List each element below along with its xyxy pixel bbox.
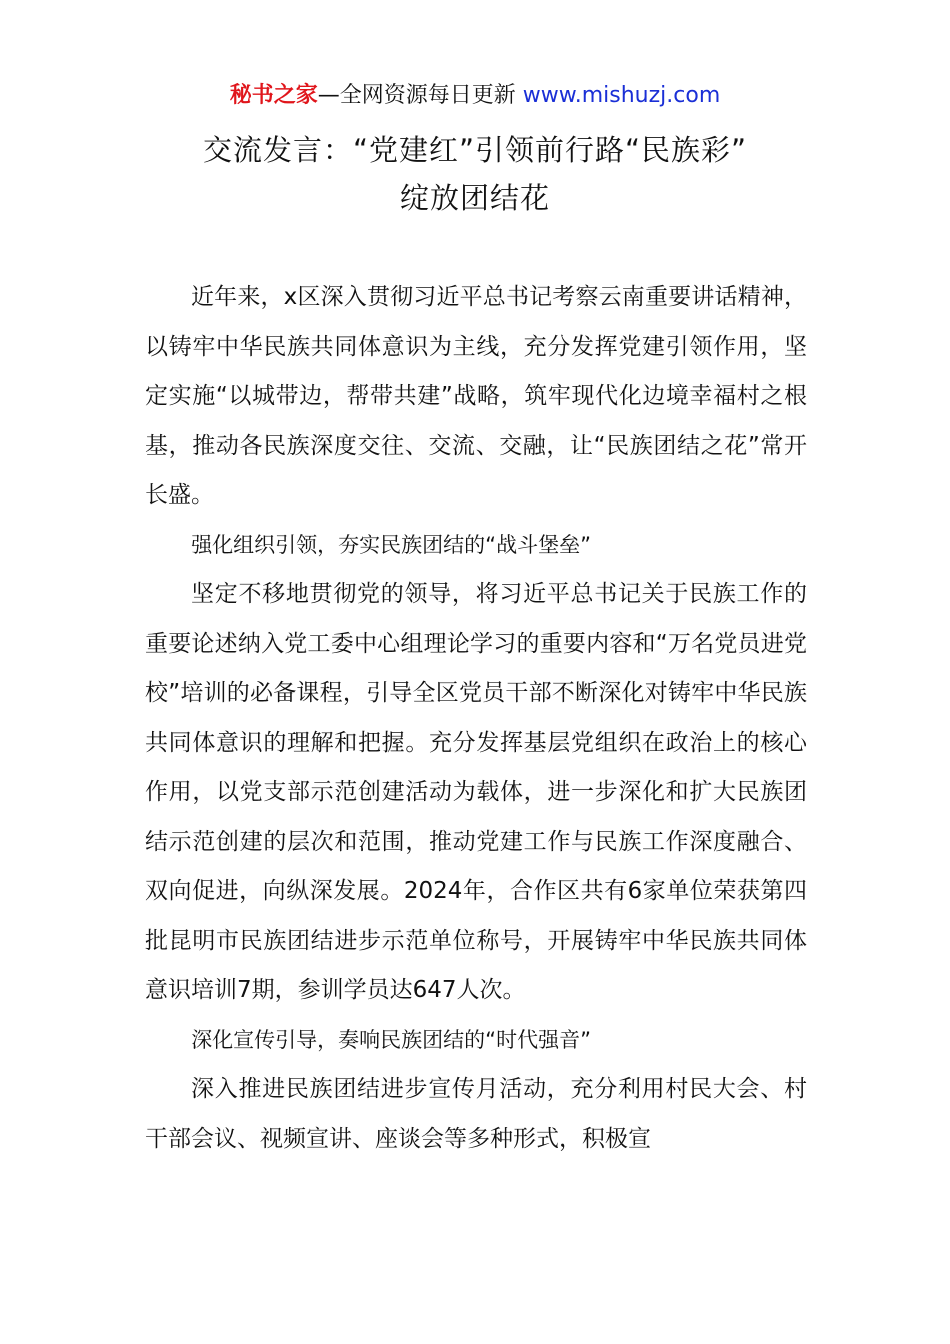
body-paragraph-organization: 坚定不移地贯彻党的领导，将习近平总书记关于民族工作的重要论述纳入党工委中心组理论学习的重要内容和“万名党员进党校”培训的必备课程，引导全区党员干部不断深化对铸牢中华民族共同体意识的理解和把握。充分发挥基层党组织在政治上的核心作用，以党支部示范创建活动为载体，进一步深化和扩大民族团结示范创建的层次和范围，推动党建工作与民族工作深度融合、双向促进，向纵深发展。2024年，合作区共有6家单位荣获第四批昆明市民族团结进步示范单位称号，开展铸牢中华民族共同体意识培训7期，参训学员达647人次。 — [145, 581, 807, 1003]
document-title-line-2: 绽放团结花 — [399, 181, 550, 215]
site-url-link[interactable]: www.mishuzj.com — [522, 83, 721, 108]
site-tagline: —全网资源每日更新 — [317, 83, 523, 108]
document-body — [145, 273, 807, 1164]
body-paragraph-intro: 近年来，x区深入贯彻习近平总书记考察云南重要讲话精神，以铸牢中华民族共同体意识为主线，充分发挥党建引领作用，坚定实施“以城带边，帮带共建”战略，筑牢现代化边境幸福村之根基，推动各民族深度交往、交流、交融，让“民族团结之花”常开长盛。 — [145, 284, 807, 508]
section-heading-publicity: 深化宣传引导，奏响民族团结的“时代强音” — [191, 1027, 591, 1052]
site-banner — [0, 80, 950, 112]
document-title-line-1: 交流发言：“党建红”引领前行路“民族彩” — [202, 133, 748, 167]
section-heading-organization: 强化组织引领，夯实民族团结的“战斗堡垒” — [191, 532, 591, 557]
site-brand-name: 秘书之家 — [229, 83, 318, 108]
document-title — [0, 126, 950, 222]
body-paragraph-publicity: 深入推进民族团结进步宣传月活动，充分利用村民大会、村干部会议、视频宣讲、座谈会等多种形式，积极宣 — [145, 1076, 807, 1152]
